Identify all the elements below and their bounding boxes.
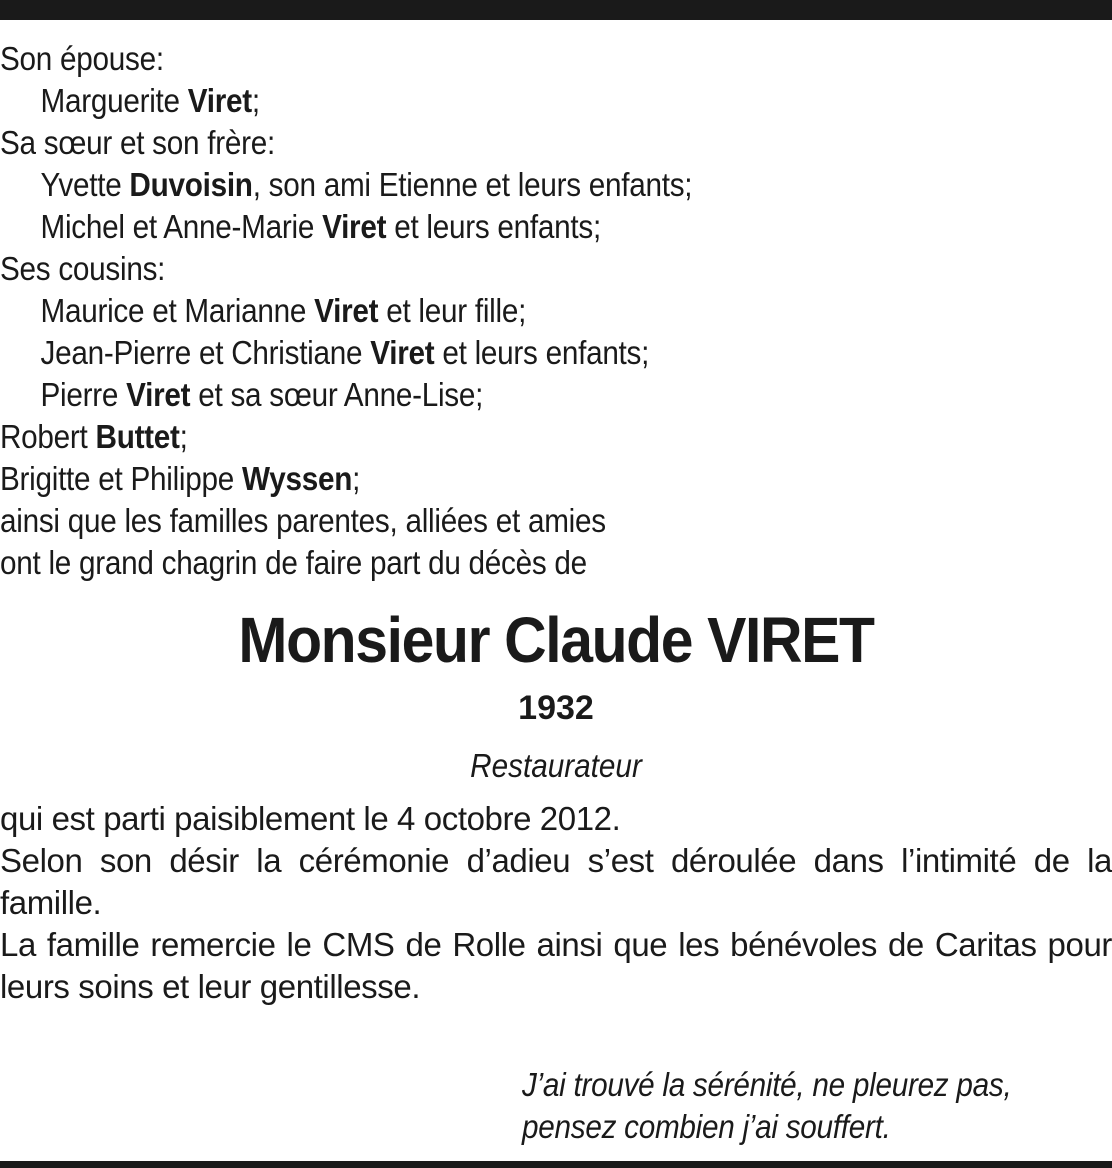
line-suffix: et leur fille; [378,292,527,329]
spouse-label: Son épouse: [0,40,164,77]
family-line-sibling-1 [0,164,1001,206]
family-line-cousin-3 [0,374,1001,416]
line-suffix: ; [179,418,188,455]
family-line-cousin-1 [0,290,1001,332]
closing-quote [522,1064,1112,1148]
top-rule [0,0,1112,20]
line-suffix: et sa sœur Anne-Lise; [190,376,484,413]
surname: Wyssen [241,460,353,497]
cousins-label: Ses cousins: [0,250,166,287]
surname: Duvoisin [129,166,253,203]
family-line-cousin-2 [0,332,1001,374]
given-names: Brigitte et Philippe [0,460,234,497]
surname: Viret [187,82,252,119]
birth-year: 1932 [518,689,594,727]
profession: Restaurateur [470,747,642,784]
line-suffix: et leurs enfants; [434,334,650,371]
given-names: Yvette [40,166,122,203]
deceased-name: Monsieur Claude VIRET [238,604,874,676]
family-line-spouse [0,80,1001,122]
given-names: Pierre [40,376,119,413]
closing-line-2: ont le grand chagrin de faire part du décès de [0,544,587,581]
announcement-body [0,798,1112,1008]
family-list [0,38,1112,584]
given-names: Marguerite [40,82,180,119]
surname: Viret [370,334,435,371]
line-suffix: et leurs enfants; [386,208,601,245]
deceased-block [0,598,1112,788]
line-suffix: ; [352,460,361,497]
given-names: Robert [0,418,88,455]
thanks-paragraph: La famille remercie le CMS de Rolle ainsi que les bénévoles de Caritas pour leurs soins et leur gentillesse. [0,926,1112,1005]
family-line-other-1 [0,416,1001,458]
surname: Viret [126,376,191,413]
surname: Viret [322,208,387,245]
given-names: Jean-Pierre et Christiane [40,334,363,371]
line-suffix: , son ami Etienne et leurs enfants; [252,166,693,203]
quote-line-1: J’ai trouvé la sérénité, ne pleurez pas, [522,1066,1012,1103]
line-suffix: ; [251,82,260,119]
passing-sentence: qui est parti paisiblement le 4 octobre 2012. [0,800,621,837]
siblings-label: Sa sœur et son frère: [0,124,275,161]
family-line-other-2 [0,458,1001,500]
quote-line-2: pensez combien j’ai souffert. [522,1108,891,1145]
ceremony-paragraph: Selon son désir la cérémonie d’adieu s’est déroulée dans l’intimité de la famille. [0,842,1112,921]
given-names: Michel et Anne-Marie [40,208,315,245]
closing-line-1: ainsi que les familles parentes, alliées et amies [0,502,606,539]
given-names: Maurice et Marianne [40,292,307,329]
surname: Buttet [95,418,180,455]
family-line-sibling-2 [0,206,1001,248]
surname: Viret [314,292,379,329]
bottom-rule [0,1161,1112,1168]
